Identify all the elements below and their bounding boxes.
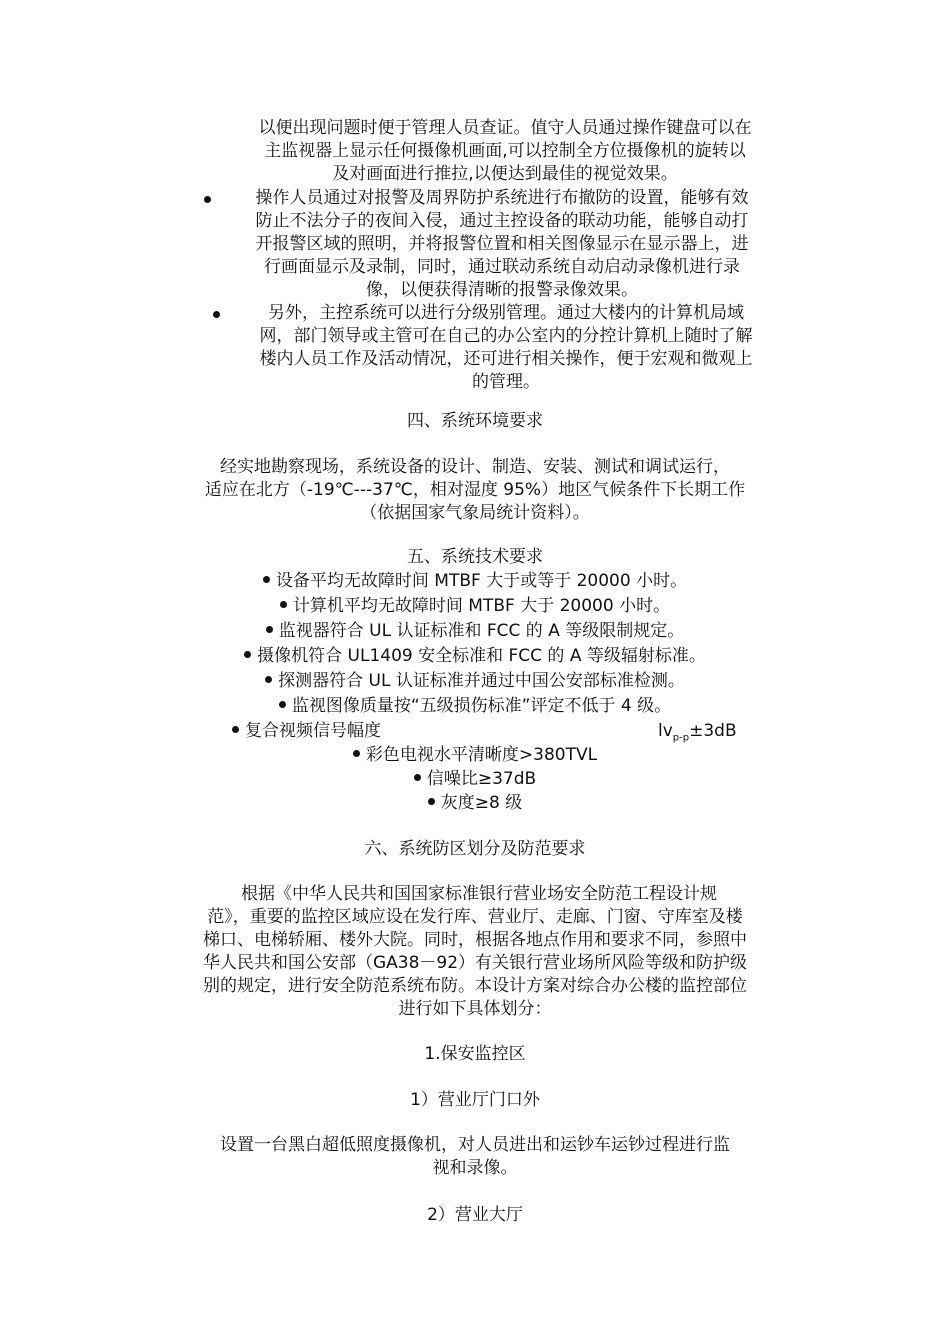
tech-item-text: 监视器符合 UL 认证标准和 FCC 的 A 等级限制规定。 [278, 621, 685, 641]
zones-paragraph [160, 883, 790, 1021]
text-line: 视和录像。 [432, 1158, 518, 1178]
text-line: 以便出现问题时便于管理人员查证。值守人员通过操作键盘可以在 [258, 118, 752, 138]
tech-item-text: 监视图像质量按“五级损伤标准”评定不低于 4 级。 [291, 696, 672, 716]
text-line: 经实地勘察现场，系统设备的设计、制造、安装、测试和调试运行， [220, 457, 730, 477]
tech-item [170, 744, 780, 767]
bullet-dot [244, 651, 251, 658]
text-line: 开报警区域的照明，并将报警位置和相关图像显示在显示器上，进 [255, 234, 749, 254]
text-line: 设置一台黑白超低照度摄像机，对人员进出和运钞车运钞过程进行监 [220, 1135, 730, 1155]
text-line: 另外，主控系统可以进行分级别管理。通过大楼内的计算机局域 [268, 303, 744, 323]
bullet-dot [428, 798, 435, 805]
text-line: 楼内人员工作及活动情况，还可进行相关操作，便于宏观和微观上 [259, 349, 753, 369]
tech-item [170, 670, 780, 693]
tech-item-text: 探测器符合 UL 认证标准并通过中国公安部标准检测。 [278, 671, 685, 691]
text-line: 操作人员通过对报警及周界防护系统进行布撤防的设置，能够有效 [255, 188, 749, 208]
section-heading-environment: 四、系统环境要求 [407, 411, 543, 431]
signal-amplitude-value: $lv_{p-p}\pm 3dB$ [658, 721, 737, 744]
subheading-main-hall: 2）营业大厅 [427, 1205, 523, 1225]
tech-item-text: 彩色电视水平清晰度>380TVL [365, 745, 598, 765]
tech-item [170, 645, 780, 668]
bullet-dot [280, 601, 287, 608]
text-line: 华人民共和国公安部（GA38－92）有关银行营业场所风险等级和防护级 [202, 953, 748, 973]
tech-item [170, 768, 780, 791]
bullet-paragraph-management [226, 302, 786, 394]
bullet-dot [263, 576, 270, 583]
section-heading-zones: 六、系统防区划分及防范要求 [364, 839, 586, 859]
text-line: 根据《中华人民共和国国家标准银行营业场安全防范工程设计规 [241, 884, 717, 904]
environment-paragraph [160, 456, 790, 525]
bullet-dot [204, 196, 211, 203]
bullet-dot [265, 676, 272, 683]
text-line: 梯口、电梯轿厢、楼外大院。同时，根据各地点作用和要求不同，参照中 [203, 930, 747, 950]
bullet-dot [414, 774, 421, 781]
tech-item [170, 595, 780, 618]
tech-item-text: 信噪比≥37dB [426, 769, 537, 789]
intro-paragraph [225, 117, 785, 186]
tech-item [170, 620, 780, 643]
subheading-hall-entrance: 1）营业厅门口外 [410, 1090, 540, 1110]
bullet-dot [213, 311, 220, 318]
text-line: 及对画面进行推拉,以便达到最佳的视觉效果。 [332, 164, 678, 184]
tech-item [170, 570, 780, 593]
text-line: 进行如下具体划分： [398, 999, 552, 1019]
text-line: 适应在北方（-19℃---37℃，相对湿度 95%）地区气候条件下长期工作 [204, 480, 746, 500]
section-heading-technical: 五、系统技术要求 [407, 547, 543, 567]
signal-amplitude-label: 复合视频信号幅度 [232, 720, 381, 743]
bullet-dot [266, 626, 273, 633]
text-line: 别的规定，进行安全防范系统布防。本设计方案对综合办公楼的监控部位 [203, 976, 747, 996]
tech-item-text: 计算机平均无故障时间 MTBF 大于 20000 小时。 [292, 596, 671, 616]
text-line: 网，部门领导或主管可在自己的办公室内的分控计算机上随时了解 [259, 326, 753, 346]
tech-item [170, 695, 780, 718]
bullet-dot [279, 701, 286, 708]
text-line: 像，以便获得清晰的报警录像效果。 [366, 280, 638, 300]
tech-item-text: 摄像机符合 UL1409 安全标准和 FCC 的 A 等级辐射标准。 [257, 646, 706, 666]
bullet-paragraph-alarm [218, 187, 786, 302]
bullet-dot [232, 726, 239, 733]
bullet-dot [353, 750, 360, 757]
text-line: （依据国家气象局统计资料）。 [360, 503, 590, 523]
tech-item-text: 设备平均无故障时间 MTBF 大于或等于 20000 小时。 [275, 571, 688, 591]
text-line: 的管理。 [472, 372, 540, 392]
tech-item-text: 灰度≥8 级 [440, 793, 523, 813]
tech-item [170, 792, 780, 815]
hall-entrance-paragraph [180, 1134, 770, 1180]
subheading-security-zone: 1.保安监控区 [424, 1044, 526, 1064]
text-line: 范》，重要的监控区域应设在发行库、营业厅、走廊、门窗、守库室及楼 [207, 907, 743, 927]
text-line: 行画面显示及录制，同时，通过联动系统自动启动录像机进行录 [264, 257, 740, 277]
text-line: 主监视器上显示任何摄像机画面,可以控制全方位摄像机的旋转以 [264, 141, 746, 161]
text-line: 防止不法分子的夜间入侵，通过主控设备的联动功能，能够自动打 [255, 211, 749, 231]
